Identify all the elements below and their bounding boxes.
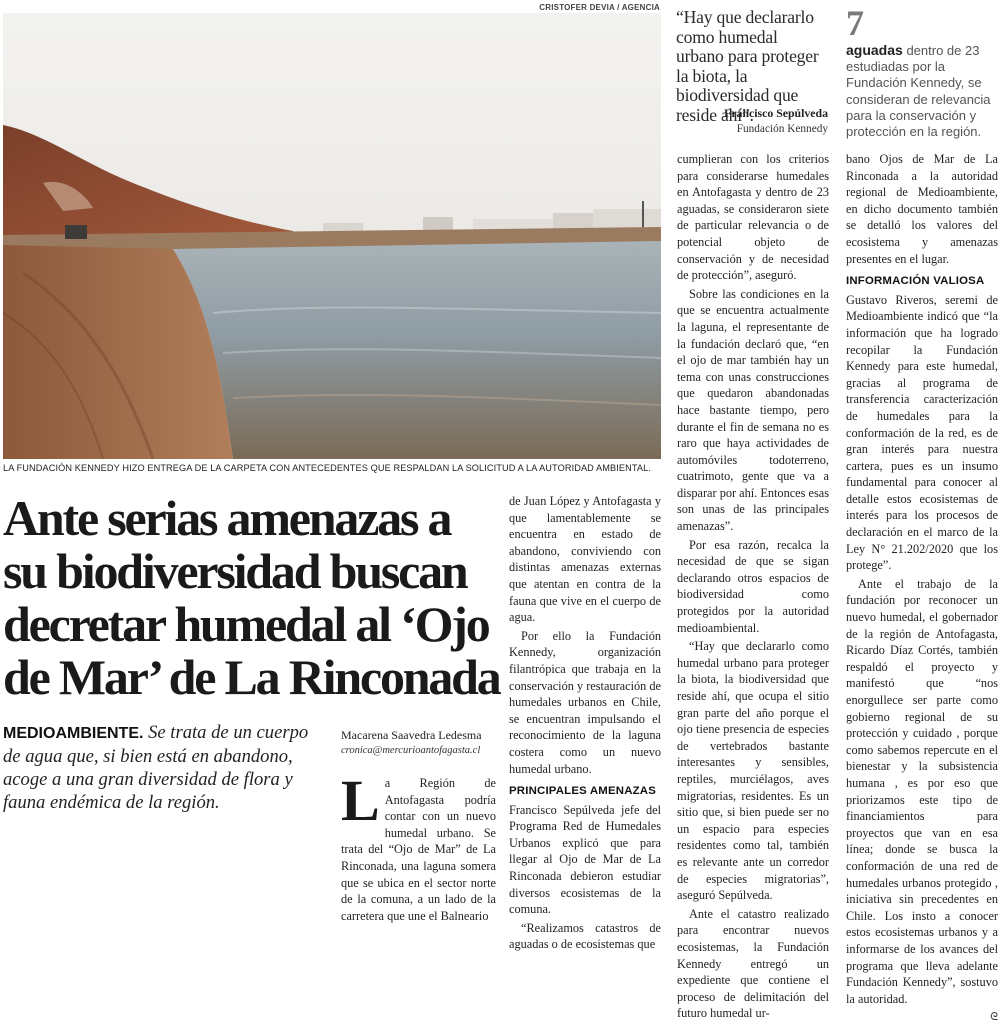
body-column-2 xyxy=(509,493,661,955)
paragraph: Ante el trabajo de la fundación por reconocer un nuevo humedal, el gobernador de la región de Antofagasta, Ricardo Díaz Cortés, también respaldó el proyecto y manifestó que “nos enorgullece ser parte como gobierno regional de su protección y cuidado , porque como sabemos repercute en el bienestar y la subsistencia humana , es por eso que priorizamos este tipo de financiamientos para proyectos que van en esa línea; donde se busca la conformación de una red de humedales urbanos protegido , iniciativa sin precedentes en Chile. Los insto a conocer estos ecosistemas urbanos y a informarse de los avances del programa que lleva adelante Fundación Kennedy”, sostuvo la autoridad. xyxy=(846,576,998,1006)
paragraph: de Juan López y Antofagasta y que lamentablemente se encuentra en estado de abandono, conviviendo con distintas amenazas externas que atentan en contra de la fauna que vive en el cuerpo de agua. xyxy=(509,494,661,625)
paragraph: bano Ojos de Mar de La Rinconada a la autoridad regional de Medioambiente, en dicho documento también se detalló los valores del ecosistema y amenazas presentes en el lugar. xyxy=(846,152,998,266)
article-headline: Ante serias amenazas a su biodiversidad buscan decretar humedal al ‘Ojo de Mar’ de La Rinconada xyxy=(3,490,500,705)
photo-caption: LA FUNDACIÓN KENNEDY HIZO ENTREGA DE LA CARPETA CON ANTECEDENTES QUE RESPALDAN LA SOLICITUD A LA AUTORIDAD AMBIENTAL. xyxy=(3,463,652,473)
paragraph: “Hay que declararlo como humedal urbano para proteger la biota, la biodiversidad que reside ahí, que ocupa el sitio gran parte del año porque el ojo tiene presencia de especies de vertebrados bastante interesantes y sensibles, reptiles, murciélagos, aves migratorias, residentes. Es un sitio que, si bien puede ser no un espacio para especies residentes como tal, también es relevante ante un corredor de especies migratorias”, aseguró Sepúlveda. xyxy=(677,639,829,903)
fact-number: 7 xyxy=(846,3,864,43)
byline-email[interactable]: cronica@mercurioantofagasta.cl xyxy=(341,745,481,756)
body-column-4 xyxy=(846,151,998,1026)
paragraph: “Realizamos catastros de aguadas o de ecosistemas que xyxy=(509,920,661,952)
fact-text: dentro de 23 estudiadas por la Fundación Kennedy, se consideran de relevancia para la conservación y protección en la región. xyxy=(846,43,991,140)
article-lead xyxy=(3,721,321,814)
fact-keyword: aguadas xyxy=(846,42,903,58)
section-label: MEDIOAMBIENTE. xyxy=(3,725,144,742)
paragraph: Francisco Sepúlveda jefe del Programa Red de Humedales Urbanos explicó que para llegar al Ojo de Mar de La Rinconada debieron estudiar diversos ecosistemas de la comuna. xyxy=(509,802,661,917)
paragraph: Sobre las condiciones en la que se encuentra actualmente la laguna, el representante de la fundación declaró que, “en el ojo de mar también hay un tema con unas construcciones que quedaron abandonadas hace bastante tiempo, pero durante el fin de semana no es raro que haya actividades de automóviles todoterreno, cuatrimoto, gente que va a disparar por ahí. Entonces esas son unas de las principales amenazas”. xyxy=(677,286,829,534)
body-column-1 xyxy=(341,768,496,926)
lead-text: Se trata de un cuerpo de agua que, si bien está en abandono, acoge a una gran diversidad de flora y fauna endémica de la región. xyxy=(3,722,309,813)
fact-box xyxy=(846,42,998,140)
end-mark-icon: ᘓ xyxy=(990,1010,998,1024)
pull-quote: “Hay que declararlo como humedal urbano para proteger la biota, la biodiversidad que reside ahí”. xyxy=(676,7,819,125)
body-column-3 xyxy=(677,151,829,1024)
lagoon-photo-illustration xyxy=(3,13,661,459)
paragraph: cumplieran con los criterios para considerarse humedales en Antofagasta y dentro de 23 aguadas, se consideraron siete de particular relevancia o de potencial objeto de conservación y de necesidad de protección”, aseguró. xyxy=(677,152,829,283)
quote-organization: Fundación Kennedy xyxy=(736,123,828,135)
paragraph: Por esa razón, recalca la necesidad de que se sigan declarando otros espacios de biodiversidad como protegidos por la autoridad medioambiental. xyxy=(677,537,829,635)
photo-credit: CRISTOFER DEVIA / AGENCIA xyxy=(539,3,660,12)
paragraph: Por ello la Fundación Kennedy, organización filantrópica que trabaja en la conservación y restauración de humedales urbanos en Chile, se encuentran impulsando el reconocimiento de la laguna costera como un nuevo humedal urbano. xyxy=(509,628,661,776)
byline-author: Macarena Saavedra Ledesma xyxy=(341,728,482,742)
quote-author: Francisco Sepúlveda xyxy=(724,106,828,120)
paragraph: Ante el catastro realizado para encontrar nuevos ecosistemas, la Fundación Kennedy entregó un expediente que contiene el proceso de delimitación del futuro humedal ur- xyxy=(677,906,829,1021)
paragraph: a Región de Antofagasta podría contar con un nuevo humedal urbano. Se trata del “Ojo de Mar” de La Rinconada, una laguna somera que se ubica en el sector norte de la comuna, a un lado de la carretera que une el Balneario xyxy=(341,776,496,923)
paragraph: Gustavo Riveros, seremi de Medioambiente indicó que “la información que ha logrado recopilar la Fundación Kennedy para este humedal, gracias al programa de transferencia caracterización de humedales para la conformación de la red, es de gran interés para nuestra cartera, pues es un insumo fundamental para conocer al detalle estos ecosistemas de interés para los procesos de declaración en el marco de la Ley N° 21.202/2020 que los protege”. xyxy=(846,292,998,573)
article-photo xyxy=(3,13,661,459)
subheading: INFORMACIÓN VALIOSA xyxy=(846,275,985,288)
drop-cap: L xyxy=(341,768,380,833)
subheading: PRINCIPALES AMENAZAS xyxy=(509,785,657,798)
